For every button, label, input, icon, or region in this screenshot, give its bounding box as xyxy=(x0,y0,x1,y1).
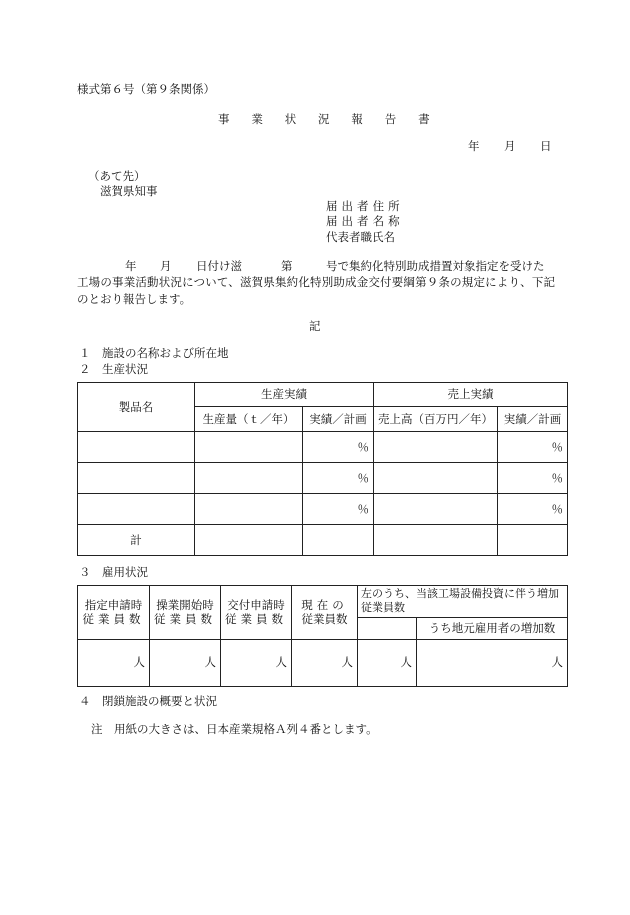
percent-unit: ％ xyxy=(498,432,568,463)
body-year: 年 xyxy=(125,259,137,273)
production-amount-header: 生産量（ｔ／年） xyxy=(195,407,303,432)
person-unit: 人 xyxy=(221,639,292,686)
employment-table xyxy=(77,585,568,687)
sales-group-header: 売上実績 xyxy=(374,383,568,407)
form-label: 様式第６号（第９条関係） xyxy=(77,82,215,96)
section-3-heading: ３ 雇用状況 xyxy=(79,565,148,579)
local-hires-header: うち地元雇用者の増加数 xyxy=(417,617,568,639)
section-4-heading: ４ 閉鎖施設の概要と状況 xyxy=(79,694,217,708)
percent-unit: ％ xyxy=(303,432,374,463)
production-ratio-header: 実績／計画 xyxy=(303,407,374,432)
person-unit: 人 xyxy=(358,639,417,686)
product-name-header: 製品名 xyxy=(78,383,195,432)
current-employees-header: 現在の 従業員数 xyxy=(292,586,358,640)
footnote: 注 用紙の大きさは、日本産業規格Ａ列４番とします。 xyxy=(91,722,378,736)
section-2-heading: ２ 生産状況 xyxy=(79,362,148,376)
percent-unit: ％ xyxy=(303,494,374,525)
person-unit: 人 xyxy=(292,639,358,686)
body-date-ref: 日付け滋 xyxy=(196,259,242,273)
employees-at-application-header: 交付申請時 従業員数 xyxy=(221,586,292,640)
date-day: 日 xyxy=(540,139,552,153)
body-line1-end: 号で集約化特別助成措置対象指定を受けた xyxy=(326,259,545,273)
submitter-address: 届出者住所 xyxy=(326,199,404,213)
table-row xyxy=(78,463,568,494)
total-label: 計 xyxy=(78,525,195,556)
document-title: 事業状況報告書 xyxy=(218,112,452,126)
employees-at-designation-header: 指定申請時 従業員数 xyxy=(78,586,150,640)
submitter-representative: 代表者職氏名 xyxy=(326,230,395,244)
percent-unit: ％ xyxy=(498,463,568,494)
table-row xyxy=(78,494,568,525)
recipient-name: 滋賀県知事 xyxy=(100,184,158,198)
production-group-header: 生産実績 xyxy=(195,383,374,407)
submitter-name: 届出者名称 xyxy=(326,214,404,228)
person-unit: 人 xyxy=(417,639,568,686)
date-year: 年 xyxy=(468,139,480,153)
body-paragraph: 工場の事業活動状況について、滋賀県集約化特別助成金交付要綱第９条の規定により、下記のとおり報告します。 xyxy=(77,275,555,306)
recipient-label: （あて先） xyxy=(88,169,146,183)
sales-ratio-header: 実績／計画 xyxy=(498,407,568,432)
percent-unit: ％ xyxy=(498,494,568,525)
table-row xyxy=(78,639,568,686)
sales-amount-header: 売上高（百万円／年） xyxy=(374,407,498,432)
section-1-heading: １ 施設の名称および所在地 xyxy=(79,346,229,360)
production-table xyxy=(77,382,568,556)
total-row xyxy=(78,525,568,556)
table-row xyxy=(78,432,568,463)
person-unit: 人 xyxy=(150,639,221,686)
body-number-label: 第 xyxy=(281,259,293,273)
increased-employees-header: 左のうち、当該工場設備投資に伴う増加従業員数 xyxy=(358,586,568,618)
employees-at-start-header: 操業開始時 従業員数 xyxy=(150,586,221,640)
percent-unit: ％ xyxy=(303,463,374,494)
body-month: 月 xyxy=(160,259,172,273)
ki-label: 記 xyxy=(309,319,321,333)
date-month: 月 xyxy=(504,139,516,153)
person-unit: 人 xyxy=(78,639,150,686)
